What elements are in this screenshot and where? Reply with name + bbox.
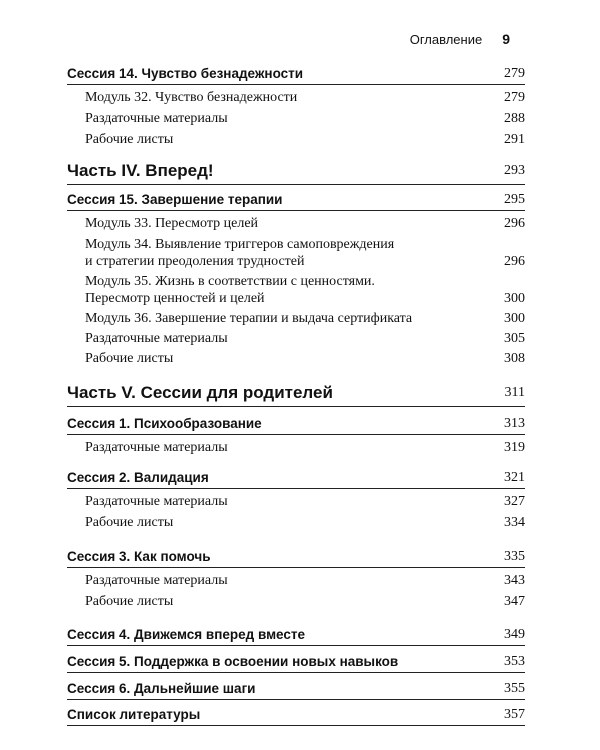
toc-entry-handouts[interactable] xyxy=(85,110,525,127)
toc-entry-title: Сессия 6. Дальнейшие шаги xyxy=(67,681,256,696)
divider xyxy=(67,184,525,185)
toc-entry-session[interactable] xyxy=(67,653,525,670)
toc-entry-title: Сессия 3. Как помочь xyxy=(67,549,211,564)
toc-entry-page: 293 xyxy=(504,163,525,178)
toc-entry-module[interactable] xyxy=(85,273,525,307)
toc-entry-page: 327 xyxy=(504,494,525,509)
toc-entry-page: 311 xyxy=(504,385,525,400)
divider xyxy=(67,406,525,407)
toc-entry-handouts[interactable] xyxy=(85,439,525,456)
toc-entry-title: Раздаточные материалы xyxy=(85,331,228,346)
toc-entry-title: Рабочие листы xyxy=(85,594,174,609)
divider xyxy=(67,699,525,700)
toc-entry-title: Раздаточные материалы xyxy=(85,494,228,509)
toc-entry-worksheets[interactable] xyxy=(85,131,525,148)
toc-entry-page: 295 xyxy=(504,192,525,207)
toc-entry-title: Список литературы xyxy=(67,707,201,722)
running-header xyxy=(410,31,510,47)
toc-entry-page: 319 xyxy=(504,440,525,455)
toc-entry-title: Сессия 4. Движемся вперед вместе xyxy=(67,627,306,642)
toc-entry-title: Рабочие листы xyxy=(85,351,174,366)
toc-entry-page: 308 xyxy=(504,351,525,366)
toc-entry-page: 300 xyxy=(504,311,525,326)
toc-entry-title: Сессия 1. Психообразование xyxy=(67,416,262,431)
toc-entry-page: 291 xyxy=(504,132,525,147)
divider xyxy=(67,672,525,673)
toc-entry-session[interactable] xyxy=(67,626,525,643)
toc-entry-page: 353 xyxy=(504,654,525,669)
divider xyxy=(67,84,525,85)
toc-entry-title: Модуль 36. Завершение терапии и выдача сертификата xyxy=(85,311,413,326)
toc-entry-session[interactable] xyxy=(67,415,525,432)
toc-entry-page: 355 xyxy=(504,681,525,696)
toc-entry-worksheets[interactable] xyxy=(85,593,525,610)
divider xyxy=(67,567,525,568)
toc-entry-title: Сессия 14. Чувство безнадежности xyxy=(67,66,304,81)
toc-entry-title: Модуль 32. Чувство безнадежности xyxy=(85,90,298,105)
toc-entry-worksheets[interactable] xyxy=(85,514,525,531)
toc-entry-page: 334 xyxy=(504,515,525,530)
divider xyxy=(67,725,525,726)
toc-entry-title-line: Модуль 35. Жизнь в соответствии с ценностями. xyxy=(85,274,375,289)
toc-entry-module[interactable] xyxy=(85,236,525,270)
toc-entry-session[interactable] xyxy=(67,680,525,697)
toc-entry-title: Модуль 33. Пересмотр целей xyxy=(85,216,259,231)
toc-entry-handouts[interactable] xyxy=(85,493,525,510)
toc-entry-part[interactable] xyxy=(67,162,525,179)
toc-entry-page: 347 xyxy=(504,594,525,609)
toc-entry-page: 288 xyxy=(504,111,525,126)
toc-entry-title: Часть IV. Вперед! xyxy=(67,161,214,180)
toc-entry-page: 335 xyxy=(504,549,525,564)
toc-entry-title-line: Пересмотр ценностей и целей xyxy=(85,291,265,306)
toc-entry-page: 296 xyxy=(504,216,525,231)
toc-entry-part[interactable] xyxy=(67,384,525,401)
toc-entry-page: 321 xyxy=(504,470,525,485)
toc-entry-title: Сессия 2. Валидация xyxy=(67,470,209,485)
divider xyxy=(67,645,525,646)
toc-entry-title: Рабочие листы xyxy=(85,515,174,530)
toc-entry-references[interactable] xyxy=(67,706,525,723)
toc-entry-module[interactable] xyxy=(85,89,525,106)
toc-entry-title-line: Модуль 34. Выявление триггеров самоповреждения xyxy=(85,237,395,252)
toc-entry-title-line: и стратегии преодоления трудностей xyxy=(85,254,305,269)
toc-entry-handouts[interactable] xyxy=(85,572,525,589)
toc-entry-title: Раздаточные материалы xyxy=(85,573,228,588)
toc-entry-page: 357 xyxy=(504,707,525,722)
toc-entry-module[interactable] xyxy=(85,215,525,232)
toc-entry-page: 305 xyxy=(504,331,525,346)
toc-entry-page: 300 xyxy=(504,291,525,306)
toc-entry-title: Рабочие листы xyxy=(85,132,174,147)
divider xyxy=(67,434,525,435)
toc-entry-title: Сессия 5. Поддержка в освоении новых навыков xyxy=(67,654,399,669)
toc-entry-session[interactable] xyxy=(67,548,525,565)
toc-entry-page: 343 xyxy=(504,573,525,588)
toc-entry-session[interactable] xyxy=(67,191,525,208)
divider xyxy=(67,488,525,489)
toc-entry-worksheets[interactable] xyxy=(85,350,525,367)
toc-entry-page: 296 xyxy=(504,254,525,269)
toc-entry-title: Часть V. Сессии для родителей xyxy=(67,383,333,402)
toc-entry-session[interactable] xyxy=(67,65,525,82)
toc-entry-page: 279 xyxy=(504,66,525,81)
toc-entry-module[interactable] xyxy=(85,310,525,327)
toc-entry-page: 313 xyxy=(504,416,525,431)
toc-entry-page: 349 xyxy=(504,627,525,642)
toc-entry-page: 279 xyxy=(504,90,525,105)
header-page-number: 9 xyxy=(502,31,510,47)
toc-entry-session[interactable] xyxy=(67,469,525,486)
toc-entry-title: Сессия 15. Завершение терапии xyxy=(67,192,283,207)
toc-entry-title: Раздаточные материалы xyxy=(85,111,228,126)
divider xyxy=(67,210,525,211)
toc-entry-title: Раздаточные материалы xyxy=(85,440,228,455)
header-title: Оглавление xyxy=(409,32,483,47)
toc-entry-handouts[interactable] xyxy=(85,330,525,347)
